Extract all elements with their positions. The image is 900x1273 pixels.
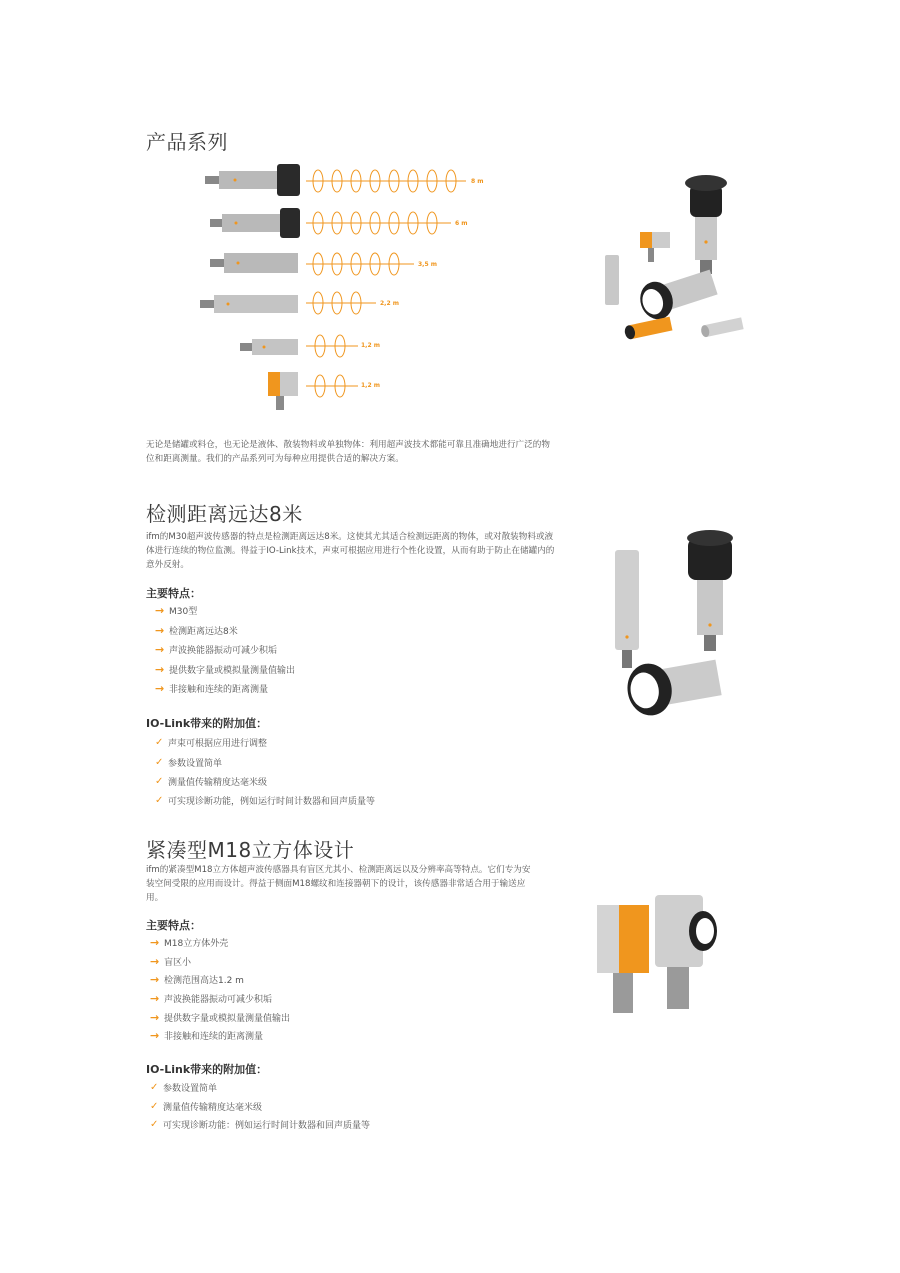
list-item: ✓ 声束可根据应用进行调整 [155, 737, 268, 749]
arrow-right-icon: → [150, 955, 160, 968]
list-item: → M30型 [155, 604, 198, 617]
arrow-right-icon: → [150, 1011, 160, 1024]
arrow-right-icon: → [150, 1029, 160, 1042]
arrow-right-icon: → [150, 992, 160, 1005]
sensor-2-2m-image [200, 294, 298, 314]
list-item: → 检测距离远达8米 [155, 624, 238, 637]
list-item: ✓ 参数设置简单 [155, 757, 223, 769]
section2-description: ifm的M30超声波传感器的特点是检测距离远达8米。这使其尤其适合检测远距离的物体，或对散装物料或液体进行连续的物位监测。得益于IO-Link技术，声束可根据应用进行个性化设置，从而有助于防止在储罐内的意外反射。 [146, 532, 555, 570]
section3-features-heading: 主要特点： [146, 919, 201, 932]
sensor-3-5m-image [210, 252, 298, 274]
sound-wave-2-2m [306, 290, 376, 316]
sound-wave-1-2m [306, 333, 358, 359]
list-item: → 声波换能器振动可减少积垢 [155, 643, 278, 656]
list-item: ✓ 参数设置简单 [150, 1082, 218, 1094]
sound-wave-8m [306, 168, 466, 194]
sensor-8m-image [205, 164, 300, 196]
check-icon: ✓ [150, 1082, 159, 1093]
range-label-2-2m: 2,2 m [380, 300, 399, 307]
check-icon: ✓ [155, 776, 164, 787]
check-icon: ✓ [155, 795, 164, 806]
range-label-1-2m-cube: 1,2 m [361, 382, 380, 389]
list-item: → 声波换能器振动可减少积垢 [150, 992, 273, 1005]
check-icon: ✓ [155, 757, 164, 768]
sensor-6m-image [210, 208, 300, 238]
range-label-8m: 8 m [471, 178, 484, 185]
section3-iolink-heading: IO-Link带来的附加值： [146, 1063, 268, 1076]
list-item: → 提供数字量或模拟量测量值输出 [150, 1011, 291, 1024]
list-item: ✓ 可实现诊断功能：例如运行时间计数器和回声质量等 [150, 1119, 371, 1131]
check-icon: ✓ [150, 1101, 159, 1112]
arrow-right-icon: → [150, 936, 160, 949]
check-icon: ✓ [150, 1119, 159, 1130]
sensor-m18-cube-image [266, 368, 300, 412]
m18-cube-sensor-image [585, 885, 735, 1035]
arrow-right-icon: → [155, 624, 165, 637]
section1-description: 无论是储罐或料仓，也无论是液体、散装物料或单独物体：利用超声波技术都能可靠且准确地进行广泛的物位和距离测量。我们的产品系列可为每种应用提供合适的解决方案。 [146, 440, 550, 464]
section-title-8m: 检测距离远达8米 [146, 502, 303, 526]
list-item: → 提供数字量或模拟量测量值输出 [155, 663, 296, 676]
list-item: → 非接触和连续的距离测量 [155, 682, 269, 695]
section-title-product-series: 产品系列 [146, 130, 228, 154]
sound-wave-6m [306, 210, 451, 236]
section3-description: ifm的紧凑型M18立方体超声波传感器具有盲区尤其小、检测距离远以及分辨率高等特点。它们专为安装空间受限的应用而设计。得益于侧面M18螺纹和连接器朝下的设计，该传感器非常适合用于输送应用。 [146, 865, 531, 903]
arrow-right-icon: → [150, 973, 160, 986]
arrow-right-icon: → [155, 682, 165, 695]
arrow-right-icon: → [155, 643, 165, 656]
section2-features-heading: 主要特点： [146, 587, 201, 600]
list-item: → 检测范围高达1.2 m [150, 973, 244, 986]
list-item: → 盲区小 [150, 955, 192, 968]
product-group-image [600, 170, 760, 350]
list-item: ✓ 可实现诊断功能，例如运行时间计数器和回声质量等 [155, 795, 376, 807]
range-label-1-2m: 1,2 m [361, 342, 380, 349]
sensor-1-2m-image [240, 338, 298, 356]
list-item: → M18立方体外壳 [150, 936, 229, 949]
list-item: ✓ 测量值传输精度达毫米级 [155, 776, 268, 788]
sound-wave-3-5m [306, 251, 414, 277]
m30-sensor-image [600, 530, 750, 730]
list-item: ✓ 测量值传输精度达毫米级 [150, 1101, 263, 1113]
check-icon: ✓ [155, 737, 164, 748]
range-label-3-5m: 3,5 m [418, 261, 437, 268]
section2-iolink-heading: IO-Link带来的附加值： [146, 717, 268, 730]
sound-wave-1-2m-cube [306, 373, 358, 399]
section-title-m18-cube: 紧凑型M18立方体设计 [146, 838, 355, 862]
list-item: → 非接触和连续的距离测量 [150, 1029, 264, 1042]
arrow-right-icon: → [155, 604, 165, 617]
arrow-right-icon: → [155, 663, 165, 676]
range-label-6m: 6 m [455, 220, 468, 227]
